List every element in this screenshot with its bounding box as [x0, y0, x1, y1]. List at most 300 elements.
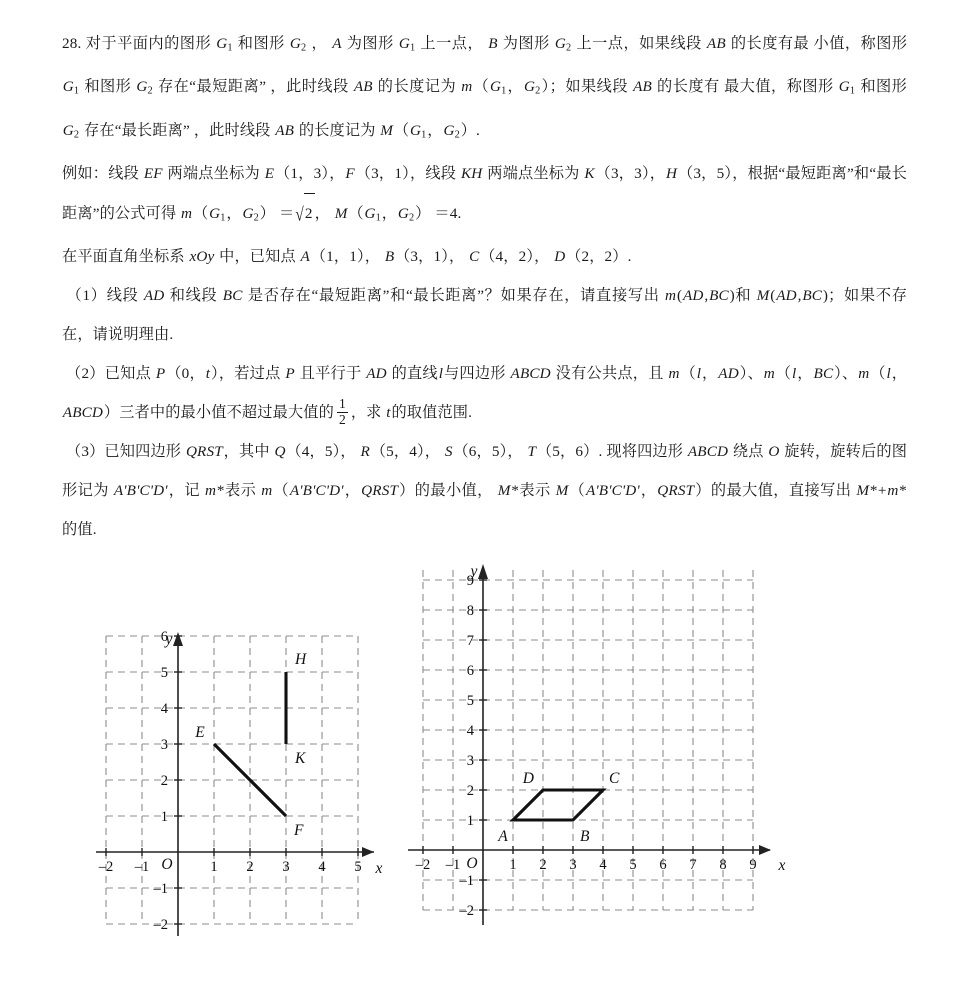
- period: .: [457, 204, 462, 222]
- period: .: [169, 326, 174, 344]
- text-run: 和: [389, 287, 407, 305]
- comma: ,: [704, 287, 709, 305]
- coord-value: 3: [313, 164, 322, 182]
- figure-abcd-coordinate-plane: [408, 550, 808, 945]
- term-shortest-distance: 最短距离: [196, 78, 260, 96]
- coord-value: 1: [349, 248, 357, 266]
- math-seg-BC: BC: [813, 365, 834, 383]
- paren-open: （: [355, 164, 372, 182]
- enum-comma: 、: [841, 365, 858, 383]
- text-run: ；如果不存在，请说明理由: [62, 287, 908, 344]
- problem-text-block: [62, 24, 907, 549]
- comma: ，: [298, 164, 314, 182]
- comma: ，: [560, 443, 576, 461]
- math-func-M: M: [756, 287, 770, 305]
- math-seg-AD: AD: [682, 287, 704, 305]
- text-run: 的长度记为: [298, 121, 376, 139]
- point-label-A: A: [498, 828, 508, 845]
- math-func-m: m: [261, 482, 273, 500]
- math-var-G2: $G_2$: [443, 121, 460, 140]
- math-var-t: t: [386, 404, 391, 422]
- value-4: 4: [449, 204, 458, 222]
- x-tick-label: 1: [509, 857, 517, 873]
- x-axis-label: x: [778, 857, 786, 874]
- math-func-m: m: [763, 365, 775, 383]
- comma: ，: [891, 365, 908, 383]
- problem-number: 28.: [62, 35, 82, 52]
- text-run: ，此时线段: [270, 78, 349, 96]
- comma: ，: [640, 482, 657, 500]
- comma: ，: [424, 443, 441, 461]
- y-tick-label: 9: [466, 573, 474, 589]
- text-run: 例如：线段: [62, 164, 139, 182]
- coord-value: 2: [581, 248, 590, 266]
- math-var-G2: $G_2$: [554, 35, 572, 54]
- paren-open: (: [676, 287, 683, 305]
- math-seg-AD: AD: [776, 287, 797, 305]
- text-run: 和图形: [237, 35, 285, 52]
- math-point-E: E: [264, 164, 275, 182]
- math-point-K: K: [584, 164, 595, 182]
- text-run: 绕点: [732, 443, 764, 461]
- coord-value: 3: [610, 164, 619, 182]
- x-tick-label: –1: [445, 857, 461, 873]
- text-run: 在平面直角坐标系: [62, 248, 185, 266]
- comma: ，: [418, 248, 434, 266]
- y-tick-label: 2: [160, 773, 168, 789]
- text-run: 的长度有: [657, 78, 720, 96]
- quote-open: “: [406, 287, 413, 305]
- text-run: 存在: [84, 121, 115, 139]
- math-var-G2: $G_2$: [524, 78, 541, 97]
- math-seg-AB: AB: [353, 78, 373, 96]
- question-2-label: （2）: [66, 365, 105, 383]
- text-run: ，根据: [732, 164, 779, 182]
- enum-comma: 、: [747, 365, 763, 383]
- comma: ,: [797, 287, 802, 305]
- coord-value: 2: [604, 248, 613, 266]
- math-seg-BC: BC: [709, 287, 729, 305]
- math-seg-AD: AD: [143, 287, 165, 305]
- math-M-star: M*: [497, 482, 519, 500]
- math-quad-QRST: QRST: [361, 482, 399, 500]
- point-label-D: D: [522, 770, 534, 787]
- text-run: 与四边形: [443, 365, 506, 383]
- comma: ，: [503, 248, 519, 266]
- text-run: 上一点，: [420, 35, 484, 52]
- paren-open: （: [393, 121, 410, 139]
- text-run: 的直线: [391, 365, 438, 383]
- coord-value: 6: [468, 443, 477, 461]
- x-tick-label: 5: [354, 859, 362, 875]
- y-tick-label: –1: [459, 873, 474, 889]
- paren-close: ）: [402, 164, 410, 182]
- quote-close: ”: [182, 121, 190, 139]
- text-run: 两端点坐标为: [167, 164, 260, 182]
- math-quad-QRST: QRST: [185, 443, 223, 461]
- paren-close: ）: [321, 164, 330, 182]
- text-run: 为图形: [346, 35, 394, 52]
- text-run: 的公式可得: [99, 204, 177, 222]
- math-point-D: D: [554, 248, 566, 266]
- text-run: 旋转，旋转后的图形记为: [62, 443, 908, 500]
- coord-value: 5: [491, 443, 500, 461]
- coord-value: 5: [324, 443, 333, 461]
- text-run: 的长度记为: [377, 78, 457, 96]
- text-run: ，线段: [409, 164, 457, 182]
- coord-value: 5: [386, 443, 394, 461]
- term-shortest-distance: 最短距离: [318, 287, 383, 305]
- paren-close: ）: [541, 78, 550, 96]
- text-run: 的长度有最: [730, 35, 810, 52]
- x-axis-label: x: [375, 860, 383, 877]
- coord-value: 4: [495, 248, 504, 266]
- math-point-F: F: [345, 164, 355, 182]
- math-var-G1: $G_1$: [489, 78, 507, 97]
- paren-open: （: [310, 248, 327, 266]
- x-tick-label: –2: [98, 859, 114, 875]
- axes: [96, 632, 374, 936]
- math-m-star: m*: [205, 482, 224, 500]
- y-tick-labels: [153, 630, 169, 933]
- paren-close: ）: [103, 404, 120, 422]
- math-var-t: t: [205, 365, 211, 383]
- paren-open: （: [680, 365, 696, 383]
- math-plane-xOy: xOy: [189, 248, 215, 266]
- text-run: 小值，称图形: [813, 35, 908, 52]
- text-run: 三者中的最小值不超过最大值的: [119, 404, 334, 422]
- comma: ，: [507, 443, 523, 461]
- math-seg-KH: KH: [460, 164, 483, 182]
- comma: ，: [226, 204, 242, 222]
- term-longest-distance: 最长距离: [412, 287, 478, 305]
- math-seg-AD: AD: [366, 365, 387, 383]
- x-tick-label: 2: [246, 859, 254, 875]
- comma: ，: [344, 482, 361, 500]
- math-point-H: H: [665, 164, 678, 182]
- paren-close: ）: [460, 121, 477, 139]
- math-var-G2: $G_2$: [289, 35, 307, 54]
- math-var-G1: $G_1$: [398, 35, 416, 54]
- text-run: 两端点坐标为: [487, 164, 580, 182]
- paren-open: (: [770, 287, 776, 305]
- text-run: 对于平面内的图形: [85, 35, 212, 52]
- paren-close: ): [729, 287, 735, 305]
- y-tick-label: 7: [466, 633, 474, 649]
- comma: ，: [427, 121, 443, 139]
- math-var-G1: $G_1$: [364, 204, 381, 224]
- paren-close: ）: [332, 443, 341, 461]
- y-axis-label: y: [470, 563, 478, 580]
- comma: ，: [701, 164, 717, 182]
- coord-value: 6: [575, 443, 584, 461]
- x-tick-label: 4: [318, 859, 326, 875]
- comma: ，: [381, 204, 398, 222]
- math-point-P: P: [155, 365, 166, 383]
- comma: ，: [329, 164, 345, 182]
- y-tick-label: 4: [466, 723, 474, 739]
- paren-open: （: [273, 482, 290, 500]
- text-run: ，其中: [223, 443, 270, 461]
- math-var-G1: $G_1$: [410, 121, 427, 140]
- coord-value: 3: [410, 248, 419, 266]
- comma: ，: [476, 443, 492, 461]
- paren-close: ）: [441, 248, 449, 266]
- text-run: 中，已知点: [219, 248, 296, 266]
- math-quad-ABCD: ABCD: [687, 443, 729, 461]
- text-run: 和: [853, 164, 870, 182]
- y-tick-label: 1: [466, 813, 474, 829]
- y-axis-arrow: [173, 632, 183, 646]
- text-run: 和图形: [860, 78, 907, 96]
- quote-close: ”: [92, 204, 100, 222]
- text-run: 表示: [224, 482, 257, 500]
- text-run: 是否存在: [247, 287, 312, 305]
- paren-close: ）: [398, 482, 415, 500]
- math-quad-ABCD-prime: A'B'C'D': [289, 482, 344, 500]
- text-run: ，此时线段: [193, 121, 271, 139]
- x-tick-label: 3: [282, 859, 290, 875]
- text-run: 的取值范围: [391, 404, 469, 422]
- paren-open: （: [595, 164, 611, 182]
- y-tick-label: –2: [153, 917, 168, 933]
- point-label-F: F: [294, 822, 304, 839]
- paragraph-definition: [62, 24, 907, 154]
- math-point-A: A: [300, 248, 310, 266]
- y-tick-label: 6: [466, 663, 474, 679]
- paren-close: ）: [259, 204, 276, 222]
- text-run: 和图形: [84, 78, 132, 96]
- math-point-R: R: [360, 443, 370, 461]
- paren-open: （: [192, 204, 209, 222]
- text-run: 和线段: [169, 287, 218, 305]
- math-line-l: l: [696, 365, 702, 383]
- math-var-G2: $G_2$: [136, 78, 153, 97]
- origin-label: O: [466, 855, 478, 872]
- text-run: ，记: [168, 482, 200, 500]
- coord-value: 5: [552, 443, 560, 461]
- math-point-C: C: [469, 248, 480, 266]
- coord-value: 4: [301, 443, 310, 461]
- y-tick-label: 4: [160, 701, 168, 717]
- coord-value: 0: [181, 365, 190, 383]
- x-tick-label: –1: [134, 859, 150, 875]
- quote-open: “: [114, 121, 122, 139]
- math-func-M: M: [334, 204, 348, 222]
- math-quad-ABCD: ABCD: [510, 365, 551, 383]
- x-tick-label: 7: [689, 857, 697, 873]
- paren-open: （: [370, 443, 387, 461]
- comma: ，: [364, 248, 381, 266]
- math-func-m: m: [858, 365, 870, 383]
- origin-label: O: [161, 856, 173, 873]
- paren-open: （: [166, 365, 182, 383]
- comma: ，: [448, 248, 465, 266]
- x-tick-label: 1: [210, 859, 218, 875]
- period: .: [92, 521, 97, 539]
- y-axis-arrow: [478, 564, 488, 579]
- equals-sign: ＝: [434, 204, 450, 222]
- text-run: 且平行于: [299, 365, 362, 383]
- paren-close: ）: [694, 482, 711, 500]
- paren-open: （: [395, 248, 411, 266]
- paragraph-question-3: [62, 432, 907, 549]
- math-var-G1: $G_1$: [209, 204, 226, 224]
- question-3-label: （3）: [65, 443, 105, 461]
- axes: [408, 564, 771, 925]
- x-tick-label: 4: [599, 857, 607, 873]
- quote-close: ”: [259, 78, 267, 96]
- coord-value: 1: [290, 164, 299, 182]
- math-func-M: M: [380, 121, 394, 139]
- math-line-l: l: [886, 365, 891, 383]
- period: .: [476, 121, 480, 139]
- y-tick-label: 6: [160, 630, 168, 645]
- comma: ，: [534, 248, 550, 266]
- coord-value: 1: [326, 248, 334, 266]
- point-label-B: B: [580, 828, 590, 845]
- coord-value: 4: [409, 443, 417, 461]
- paragraph-given-points: [62, 237, 907, 276]
- polygon-ABCD: [513, 790, 603, 820]
- paren-close: ）: [415, 204, 431, 222]
- paragraph-example: [62, 154, 907, 237]
- y-tick-label: 3: [160, 737, 168, 753]
- quote-close: ”: [477, 287, 485, 305]
- text-run: 表示: [519, 482, 551, 500]
- coord-value: 1: [394, 164, 403, 182]
- math-quad-ABCD: ABCD: [62, 404, 104, 422]
- coord-value: 3: [693, 164, 702, 182]
- math-point-B: B: [384, 248, 395, 266]
- math-seg-AD: AD: [718, 365, 739, 383]
- x-tick-label: 8: [719, 857, 727, 873]
- comma: ，: [589, 248, 605, 266]
- text-run: 的最小值，: [414, 482, 493, 500]
- x-tick-label: 9: [749, 857, 757, 873]
- equals-sign: ＝: [279, 204, 295, 222]
- paren-close: ）: [356, 248, 365, 266]
- text-run: 如果线段: [565, 78, 629, 96]
- text-run: ，求: [350, 404, 382, 422]
- math-seg-BC: BC: [802, 287, 823, 305]
- y-tick-label: 3: [466, 753, 474, 769]
- y-tick-label: –1: [153, 881, 168, 897]
- math-var-G2: $G_2$: [242, 204, 259, 224]
- x-tick-label: 2: [539, 857, 547, 873]
- math-fraction-one-half: $\frac{1}{2}$: [338, 396, 346, 427]
- y-tick-label: 1: [160, 809, 168, 825]
- x-axis-arrow: [759, 845, 771, 855]
- comma: ，: [314, 204, 330, 222]
- paren-open: （: [536, 443, 553, 461]
- comma: ，: [507, 78, 524, 96]
- paren-open: （: [473, 78, 490, 96]
- math-quad-ABCD-prime: A'B'C'D': [585, 482, 640, 500]
- paren-close: ）: [583, 443, 599, 461]
- paren-open: （: [566, 248, 582, 266]
- figure-example-coordinate-plane: [96, 630, 386, 940]
- comma: ，: [340, 443, 356, 461]
- paren-open: （: [870, 365, 886, 383]
- math-var-G1: $G_1$: [216, 35, 233, 54]
- math-quad-ABCD-prime: A'B'C'D': [113, 482, 168, 500]
- text-run: 最大值，称图形: [724, 78, 834, 96]
- x-tick-label: 6: [659, 857, 667, 873]
- coord-value: 5: [716, 164, 725, 182]
- left-graph-svg: [96, 630, 386, 940]
- text-run: 线段: [106, 287, 139, 305]
- coord-value: 2: [518, 248, 527, 266]
- paren-close: ）: [526, 248, 535, 266]
- text-run: . 现将四边形: [598, 443, 684, 461]
- quote-open: “: [778, 164, 786, 182]
- y-tick-label: 5: [466, 693, 474, 709]
- paren-open: （: [453, 443, 469, 461]
- paren-open: （: [677, 164, 694, 182]
- quote-open: “: [869, 164, 877, 182]
- paragraph-question-2: [62, 354, 907, 432]
- comma: ，: [309, 443, 325, 461]
- point-label-E: E: [195, 724, 205, 741]
- math-seg-EF: EF: [143, 164, 163, 182]
- y-tick-label: 8: [466, 603, 474, 619]
- period: .: [468, 404, 473, 422]
- math-var-G1: $G_1$: [62, 78, 80, 97]
- comma: ，: [393, 443, 410, 461]
- x-axis-arrow: [362, 847, 374, 857]
- comma: ，: [797, 365, 813, 383]
- coord-value: 3: [634, 164, 642, 182]
- paren-close: ）: [724, 164, 733, 182]
- text-run: 没有公共点，且: [555, 365, 664, 383]
- quote-close: ”: [382, 287, 390, 305]
- text-run: 为图形: [502, 35, 550, 52]
- text-run: ，: [311, 35, 328, 52]
- semicolon: ；: [549, 78, 566, 96]
- y-tick-label: 2: [466, 783, 474, 799]
- math-point-P: P: [285, 365, 295, 383]
- text-run: 的最大值，直接写出: [710, 482, 852, 500]
- coord-value: 1: [433, 248, 442, 266]
- math-quad-QRST: QRST: [657, 482, 695, 500]
- point-label-H: H: [295, 651, 307, 668]
- y-tick-label: –2: [459, 903, 474, 919]
- math-point-O: O: [768, 443, 780, 461]
- question-1-label: （1）: [66, 287, 107, 305]
- math-func-m: m: [461, 78, 473, 96]
- point-label-C: C: [609, 770, 620, 787]
- text-run: 已知四边形: [104, 443, 182, 461]
- math-sqrt-2: √2: [294, 193, 314, 233]
- comma: ，: [649, 164, 666, 182]
- paragraph-question-1: [62, 276, 907, 354]
- paren-close: ): [822, 287, 829, 305]
- text-run: 和: [734, 287, 752, 305]
- math-line-l: l: [438, 365, 444, 383]
- y-axis-label: y: [165, 631, 173, 648]
- text-run: 的值: [62, 521, 93, 539]
- text-run: 已知点: [104, 365, 152, 383]
- math-func-m: m: [668, 365, 680, 383]
- x-tick-label: 5: [629, 857, 637, 873]
- paren-open: （: [274, 164, 291, 182]
- comma: ，: [333, 248, 350, 266]
- term-longest-distance: 最长距离: [62, 164, 908, 222]
- coord-value: 3: [371, 164, 379, 182]
- paren-close: ）: [416, 443, 425, 461]
- math-seg-AB: AB: [706, 35, 726, 52]
